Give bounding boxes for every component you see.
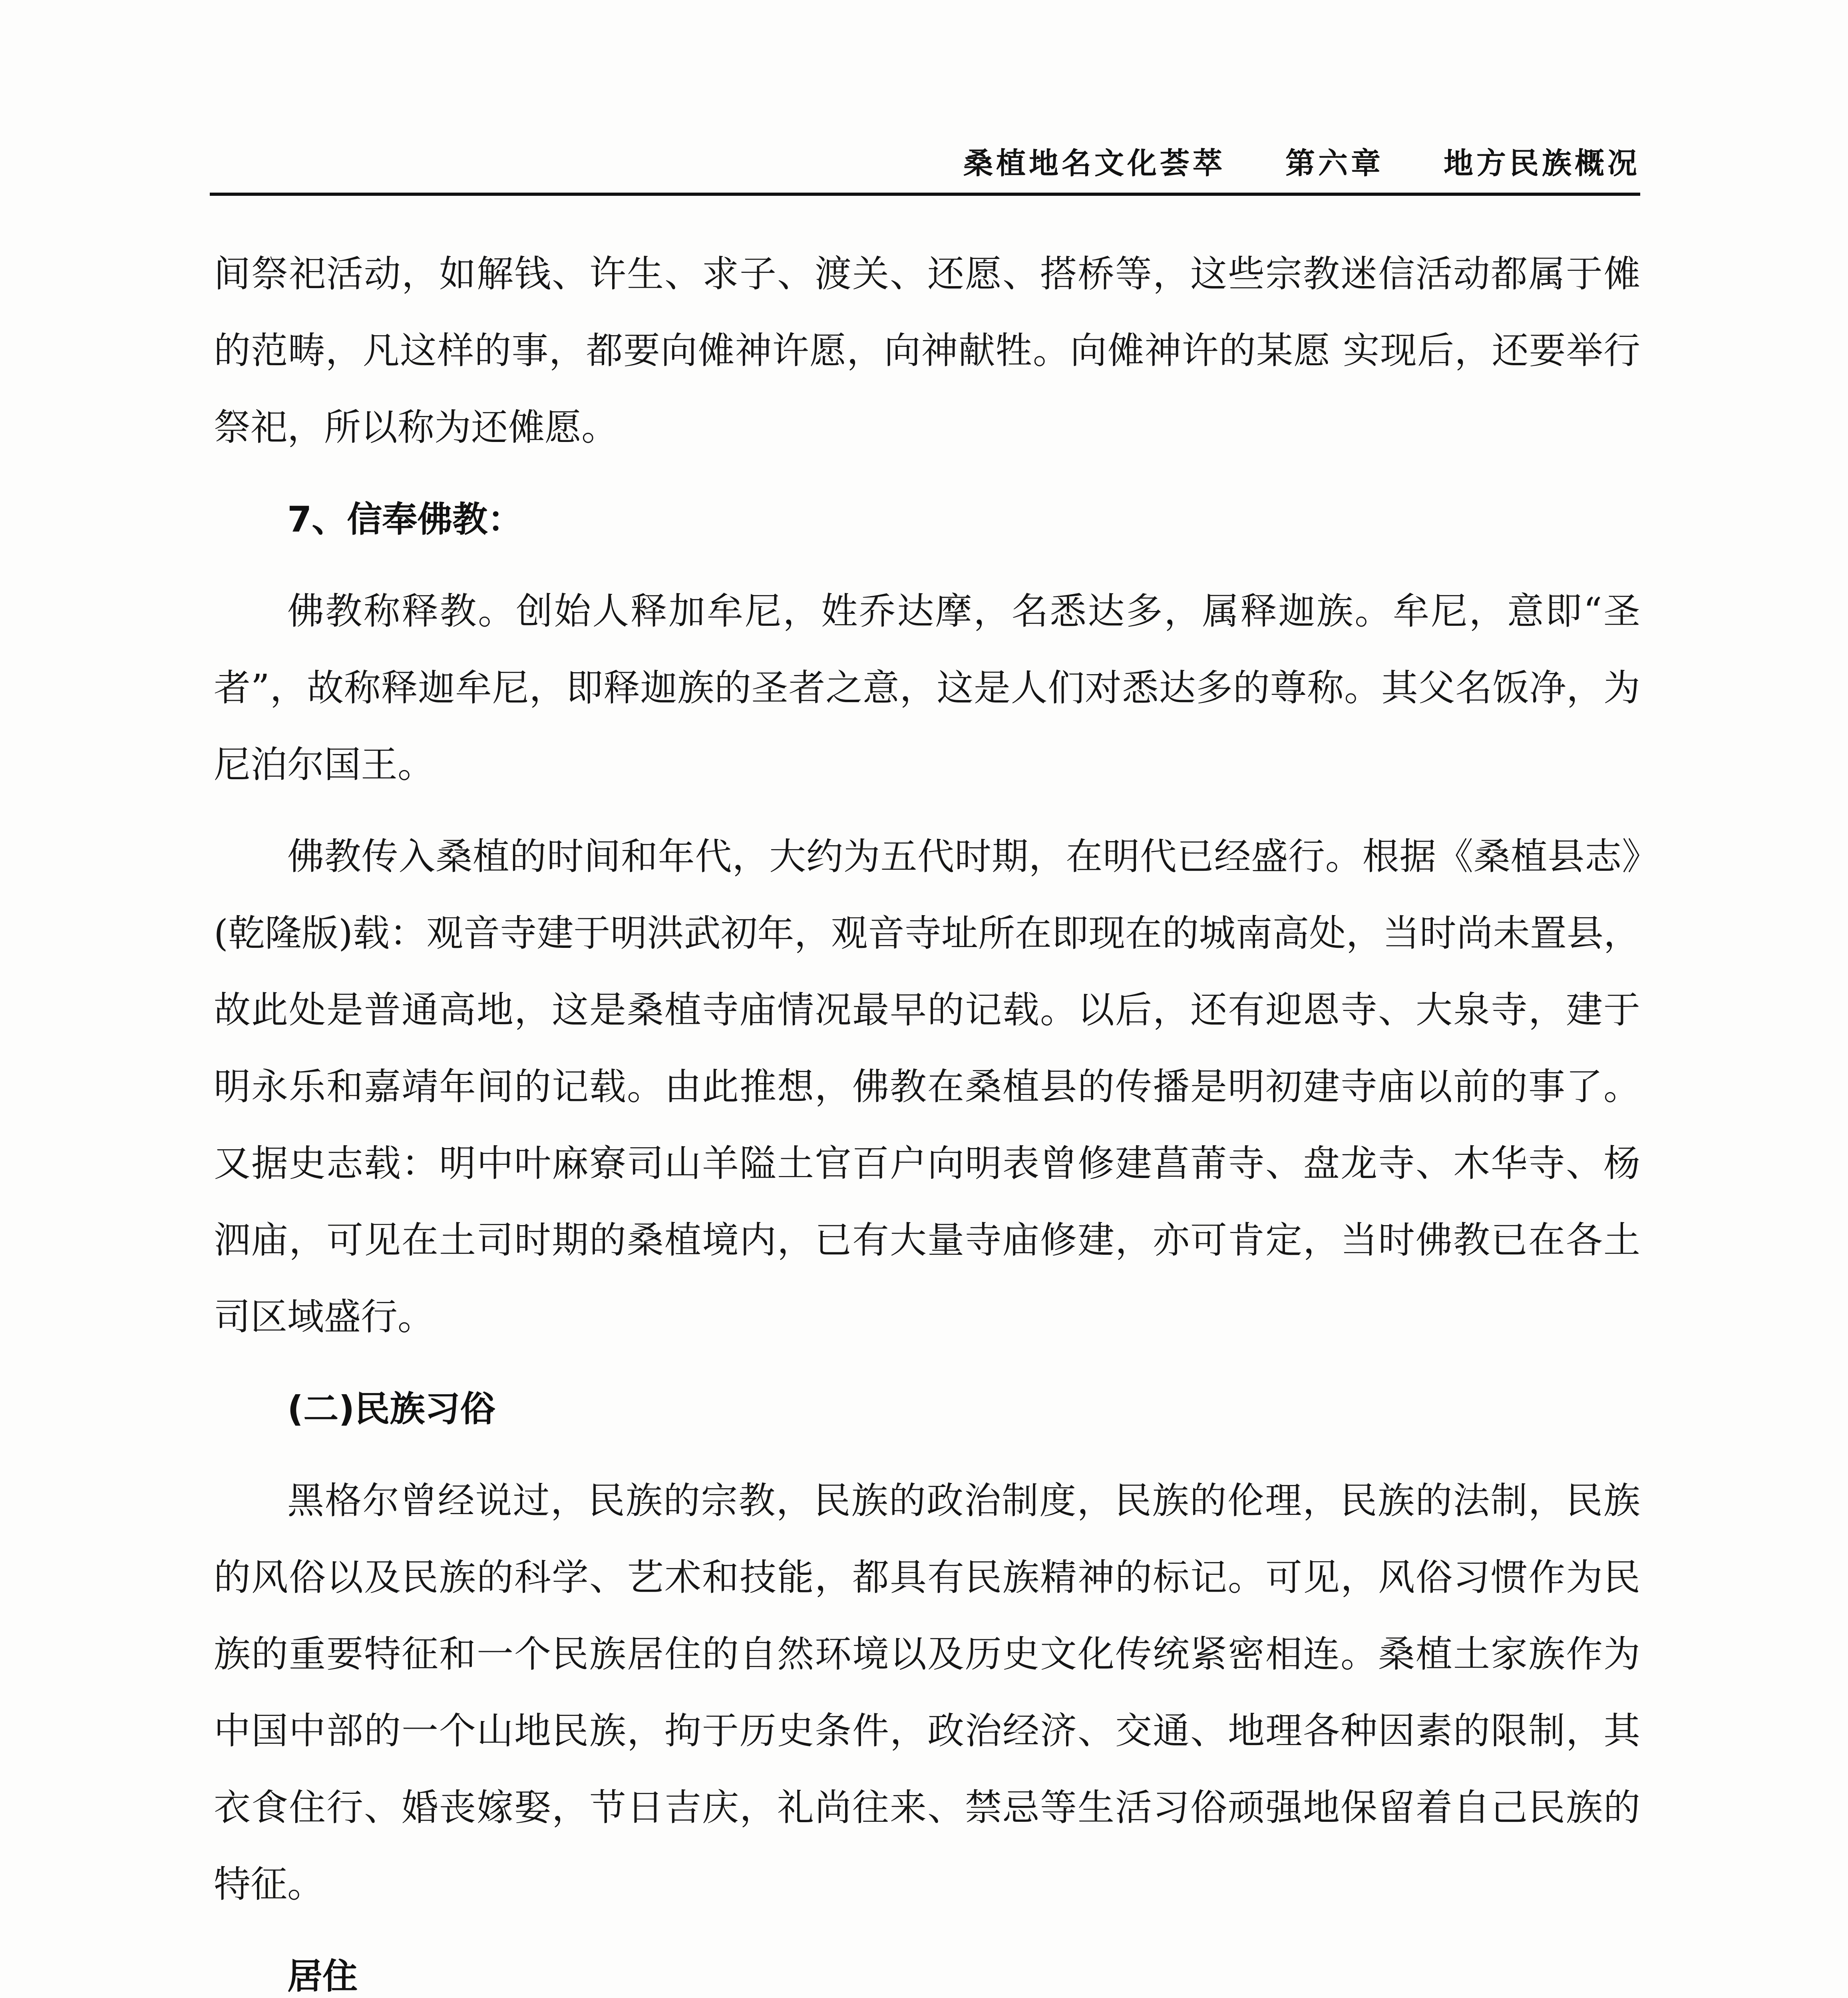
body-text — [214, 236, 1640, 1998]
paragraph-continued: 间祭祀活动，如解钱、许生、求子、渡关、还愿、搭桥等，这些宗教迷信活动都属于傩的范畴，凡这样的事，都要向傩神许愿，向神献牲。向傩神许的某愿 实现后，还要举行祭祀，所以称为还傩愿。 — [214, 253, 1640, 449]
section-heading-residence: 居住 — [287, 1956, 358, 1997]
header-chapter-title: 地方民族概况 — [1444, 146, 1640, 181]
header-chapter: 第六章 — [1285, 146, 1384, 181]
header-book-title: 桑植地名文化荟萃 — [963, 146, 1225, 181]
running-header — [210, 136, 1640, 196]
section-heading-customs: (二)民族习俗 — [287, 1388, 495, 1429]
paragraph-buddhism-history: 佛教传入桑植的时间和年代，大约为五代时期，在明代已经盛行。根据《桑植县志》(乾隆版)载：观音寺建于明洪武初年，观音寺址所在即现在的城南高处，当时尚未置县，故此处是普通高地，这是桑植寺庙情况最早的记载。以后，还有迎恩寺、大泉寺，建于明永乐和嘉靖年间的记载。由此推想，佛教在桑植县的传播是明初建寺庙以前的事了。又据史志载：明中叶麻寮司山羊隘土官百户向明表曾修建菖莆寺、盘龙寺、木华寺、杨泗庙，可见在土司时期的桑植境内，已有大量寺庙修建，亦可肯定，当时佛教已在各土司区域盛行。 — [214, 835, 1640, 1338]
paragraph-buddhism-intro: 佛教称释教。创始人释加牟尼，姓乔达摩，名悉达多，属释迦族。牟尼，意即“圣者”，故称释迦牟尼，即释迦族的圣者之意，这是人们对悉达多的尊称。其父名饭净，为尼泊尔国王。 — [214, 590, 1640, 786]
paragraph-customs: 黑格尔曾经说过，民族的宗教，民族的政治制度，民族的伦理，民族的法制，民族的风俗以及民族的科学、艺术和技能，都具有民族精神的标记。可见，风俗习惯作为民族的重要特征和一个民族居住的自然环境以及历史文化传统紧密相连。桑植土家族作为中国中部的一个山地民族，拘于历史条件，政治经济、交通、地理各种因素的限制，其衣食住行、婚丧嫁娶，节日吉庆，礼尚往来、禁忌等生活习俗顽强地保留着自己民族的特征。 — [214, 1479, 1640, 1906]
section-heading-buddhism: 7、信奉佛教： — [287, 499, 523, 540]
